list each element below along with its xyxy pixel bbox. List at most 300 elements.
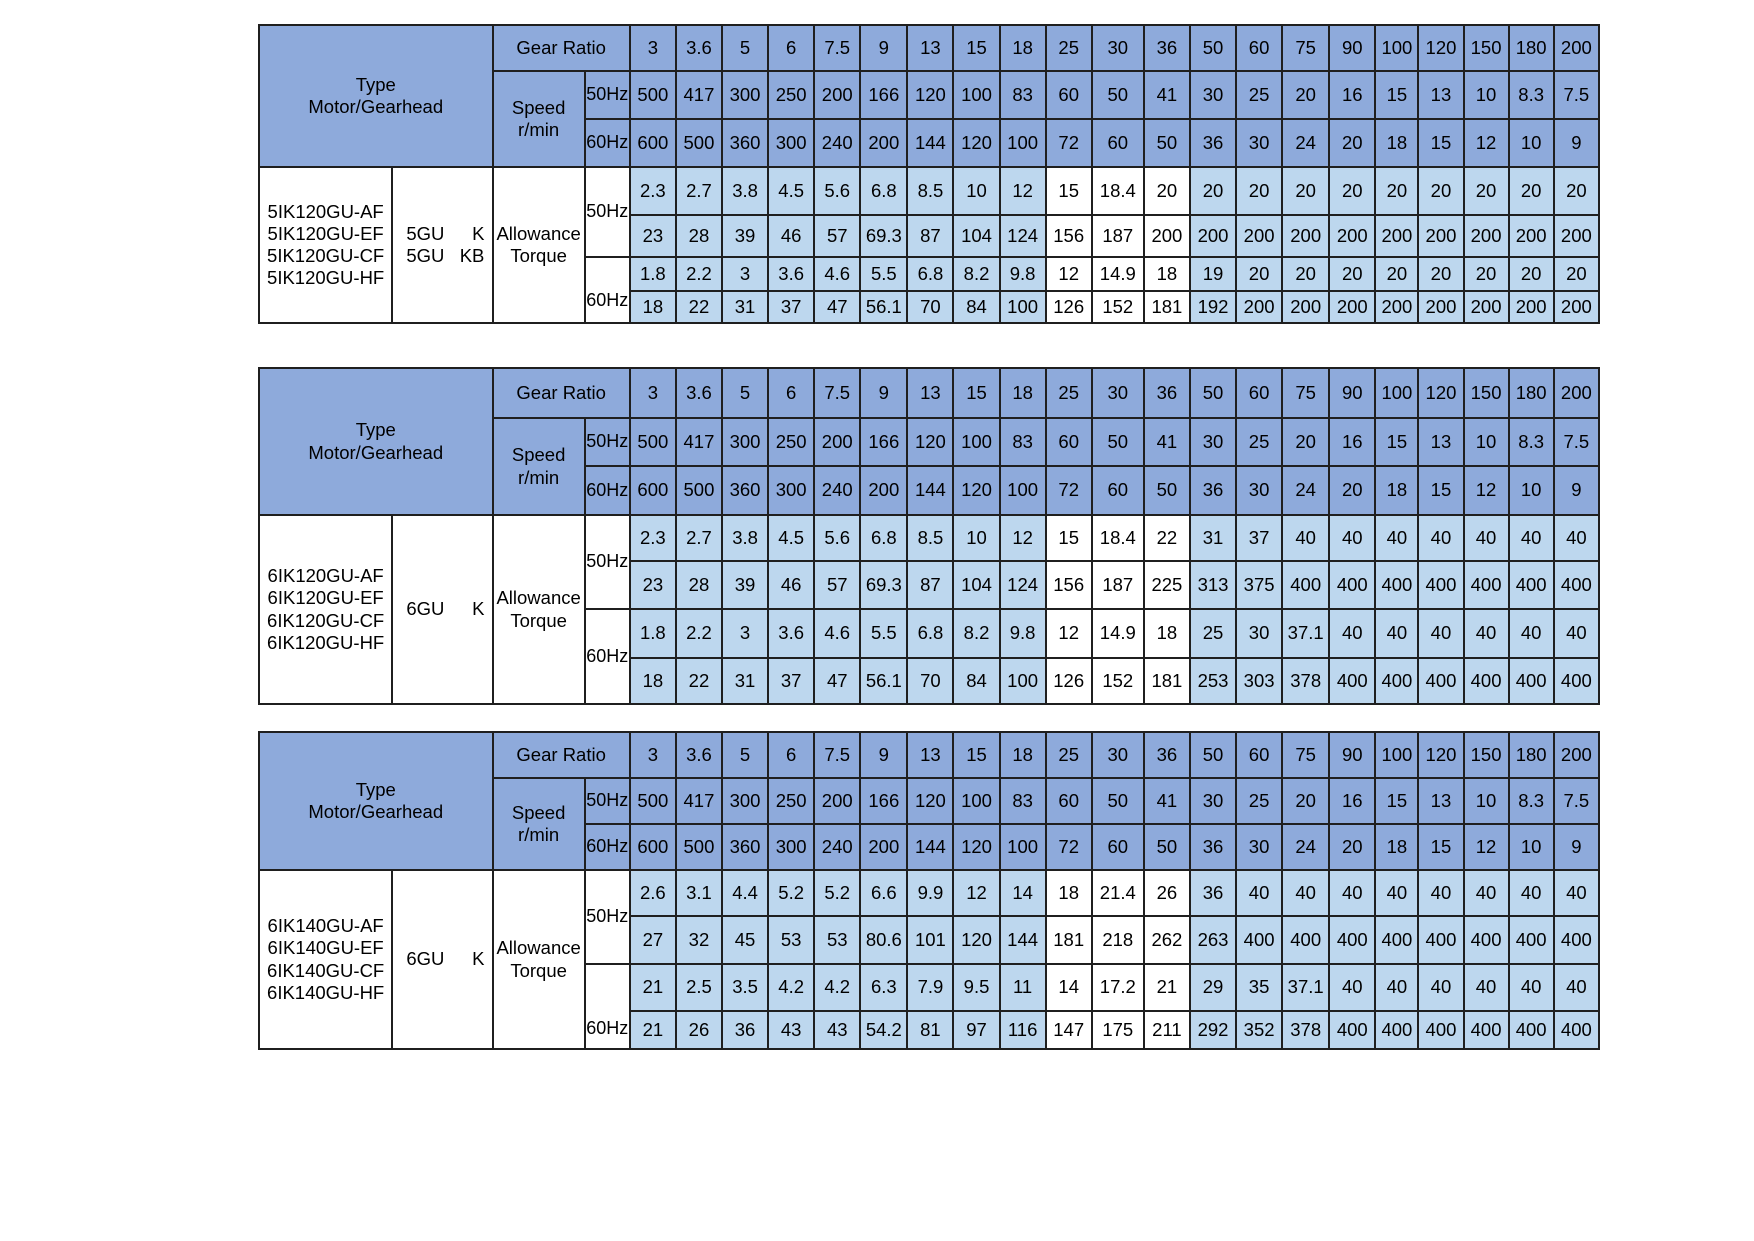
torque-value: 126	[1046, 291, 1092, 323]
torque-value: 200	[1236, 291, 1282, 323]
torque-value: 200	[1375, 291, 1418, 323]
speed-50hz-value: 7.5	[1554, 71, 1599, 119]
gear-ratio-value: 7.5	[814, 368, 860, 418]
gear-ratio-value: 6	[768, 732, 814, 778]
gear-ratio-label: Gear Ratio	[493, 368, 630, 418]
speed-50hz-value: 200	[814, 778, 860, 824]
torque-value: 192	[1190, 291, 1236, 323]
torque-value: 400	[1464, 916, 1509, 964]
torque-value: 200	[1509, 291, 1554, 323]
torque-value: 54.2	[860, 1011, 907, 1049]
speed-50hz-value: 500	[630, 71, 676, 119]
torque-value: 40	[1418, 964, 1463, 1011]
torque-value: 20	[1329, 257, 1375, 291]
speed-50hz-value: 250	[768, 418, 814, 466]
torque-value: 5.6	[814, 167, 860, 215]
torque-50hz-label: 50Hz	[585, 870, 630, 964]
speed-50hz-value: 10	[1464, 71, 1509, 119]
torque-value: 4.2	[814, 964, 860, 1011]
speed-50hz-value: 7.5	[1554, 418, 1599, 466]
torque-value: 6.8	[907, 257, 953, 291]
gear-ratio-row	[259, 368, 1599, 418]
speed-60hz-value: 120	[953, 119, 999, 167]
torque-value: 20	[1282, 257, 1329, 291]
torque-value: 37	[768, 291, 814, 323]
torque-value: 225	[1144, 561, 1190, 609]
torque-value: 100	[1000, 658, 1046, 704]
torque-value: 400	[1509, 561, 1554, 609]
torque-value: 17.2	[1092, 964, 1144, 1011]
torque-value: 18.4	[1092, 515, 1144, 561]
gear-ratio-value: 200	[1554, 368, 1599, 418]
speed-60hz-value: 12	[1464, 119, 1509, 167]
torque-value: 20	[1554, 257, 1599, 291]
torque-value: 152	[1092, 658, 1144, 704]
gear-ratio-value: 30	[1092, 368, 1144, 418]
gear-ratio-value: 15	[953, 368, 999, 418]
torque-value: 10	[953, 167, 999, 215]
speed-50hz-value: 250	[768, 778, 814, 824]
speed-50hz-value: 120	[907, 418, 953, 466]
speed-60hz-value: 240	[814, 824, 860, 870]
torque-value: 200	[1464, 215, 1509, 257]
speed-60hz-value: 120	[953, 466, 999, 515]
speed-50hz-value: 25	[1236, 418, 1282, 466]
speed-50hz-value: 8.3	[1509, 71, 1554, 119]
torque-value: 20	[1236, 167, 1282, 215]
torque-value: 218	[1092, 916, 1144, 964]
torque-value: 18	[630, 291, 676, 323]
torque-value: 2.3	[630, 515, 676, 561]
speed-60hz-value: 10	[1509, 119, 1554, 167]
torque-value: 45	[722, 916, 768, 964]
speed-50hz-value: 15	[1375, 71, 1418, 119]
torque-value: 84	[953, 291, 999, 323]
torque-value: 12	[953, 870, 999, 916]
speed-50hz-value: 166	[860, 778, 907, 824]
gear-ratio-value: 90	[1329, 25, 1375, 71]
torque-value: 14.9	[1092, 609, 1144, 658]
torque-value: 20	[1329, 167, 1375, 215]
torque-value: 263	[1190, 916, 1236, 964]
gearhead-cell: 6GU K	[392, 870, 492, 1049]
speed-60hz-value: 360	[722, 824, 768, 870]
speed-60hz-value: 500	[676, 119, 722, 167]
torque-value: 400	[1464, 561, 1509, 609]
speed-60hz-value: 20	[1329, 119, 1375, 167]
torque-50hz-row-1	[259, 870, 1599, 916]
gear-ratio-value: 50	[1190, 25, 1236, 71]
torque-value: 20	[1509, 167, 1554, 215]
torque-value: 2.6	[630, 870, 676, 916]
torque-value: 3.5	[722, 964, 768, 1011]
torque-value: 84	[953, 658, 999, 704]
gear-ratio-value: 5	[722, 368, 768, 418]
torque-value: 39	[722, 561, 768, 609]
torque-value: 400	[1554, 916, 1599, 964]
torque-value: 6.3	[860, 964, 907, 1011]
torque-value: 40	[1375, 964, 1418, 1011]
speed-60hz-value: 30	[1236, 824, 1282, 870]
gear-ratio-value: 120	[1418, 732, 1463, 778]
torque-value: 40	[1554, 964, 1599, 1011]
torque-value: 211	[1144, 1011, 1190, 1049]
torque-value: 181	[1046, 916, 1092, 964]
torque-50hz-row-1	[259, 515, 1599, 561]
torque-value: 47	[814, 658, 860, 704]
gear-ratio-value: 3	[630, 368, 676, 418]
torque-value: 37.1	[1282, 964, 1329, 1011]
speed-60hz-value: 36	[1190, 466, 1236, 515]
speed-60hz-value: 360	[722, 466, 768, 515]
gearhead-cell: 5GU K 5GU KB	[392, 167, 492, 323]
torque-value: 46	[768, 561, 814, 609]
speed-60hz-value: 600	[630, 466, 676, 515]
torque-value: 12	[1046, 609, 1092, 658]
torque-value: 39	[722, 215, 768, 257]
torque-value: 10	[953, 515, 999, 561]
speed-50hz-label: 50Hz	[585, 418, 630, 466]
torque-value: 200	[1144, 215, 1190, 257]
speed-60hz-value: 50	[1144, 824, 1190, 870]
speed-50hz-value: 100	[953, 418, 999, 466]
torque-value: 21	[630, 964, 676, 1011]
speed-60hz-value: 72	[1046, 824, 1092, 870]
gear-ratio-value: 150	[1464, 732, 1509, 778]
torque-value: 8.5	[907, 167, 953, 215]
torque-value: 100	[1000, 291, 1046, 323]
speed-50hz-value: 83	[1000, 71, 1046, 119]
torque-value: 2.7	[676, 515, 722, 561]
torque-value: 4.2	[768, 964, 814, 1011]
torque-value: 28	[676, 561, 722, 609]
gear-ratio-value: 3.6	[676, 25, 722, 71]
torque-value: 56.1	[860, 658, 907, 704]
torque-value: 313	[1190, 561, 1236, 609]
torque-value: 116	[1000, 1011, 1046, 1049]
torque-value: 21	[630, 1011, 676, 1049]
speed-50hz-value: 41	[1144, 418, 1190, 466]
torque-value: 3.6	[768, 609, 814, 658]
torque-value: 97	[953, 1011, 999, 1049]
gear-ratio-value: 60	[1236, 732, 1282, 778]
speed-60hz-value: 15	[1418, 119, 1463, 167]
gear-ratio-value: 13	[907, 368, 953, 418]
torque-value: 147	[1046, 1011, 1092, 1049]
gear-ratio-value: 100	[1375, 732, 1418, 778]
torque-value: 352	[1236, 1011, 1282, 1049]
torque-value: 3.8	[722, 515, 768, 561]
speed-50hz-value: 13	[1418, 418, 1463, 466]
torque-value: 37.1	[1282, 609, 1329, 658]
allowance-torque-label: Allowance Torque	[493, 167, 585, 323]
gear-ratio-value: 36	[1144, 732, 1190, 778]
torque-value: 400	[1329, 658, 1375, 704]
speed-50hz-value: 50	[1092, 71, 1144, 119]
gear-ratio-value: 13	[907, 25, 953, 71]
torque-value: 101	[907, 916, 953, 964]
torque-value: 14.9	[1092, 257, 1144, 291]
speed-60hz-value: 15	[1418, 466, 1463, 515]
gear-ratio-value: 18	[1000, 368, 1046, 418]
torque-value: 152	[1092, 291, 1144, 323]
gear-ratio-value: 18	[1000, 732, 1046, 778]
speed-50hz-value: 15	[1375, 778, 1418, 824]
torque-value: 40	[1236, 870, 1282, 916]
gear-ratio-value: 5	[722, 25, 768, 71]
speed-50hz-value: 166	[860, 71, 907, 119]
speed-50hz-value: 500	[630, 418, 676, 466]
torque-value: 53	[768, 916, 814, 964]
speed-50hz-value: 60	[1046, 778, 1092, 824]
torque-value: 22	[676, 291, 722, 323]
torque-value: 400	[1509, 658, 1554, 704]
speed-label: Speed r/min	[493, 418, 585, 515]
gear-ratio-value: 200	[1554, 732, 1599, 778]
torque-value: 40	[1464, 515, 1509, 561]
gear-ratio-value: 7.5	[814, 732, 860, 778]
torque-value: 200	[1236, 215, 1282, 257]
torque-value: 12	[1000, 515, 1046, 561]
speed-50hz-value: 300	[722, 778, 768, 824]
torque-value: 40	[1375, 870, 1418, 916]
type-header: Type Motor/Gearhead	[259, 732, 493, 870]
speed-50hz-value: 30	[1190, 418, 1236, 466]
torque-value: 8.2	[953, 257, 999, 291]
speed-60hz-value: 144	[907, 824, 953, 870]
type-header: Type Motor/Gearhead	[259, 25, 493, 167]
torque-value: 57	[814, 561, 860, 609]
speed-50hz-value: 20	[1282, 71, 1329, 119]
speed-60hz-value: 50	[1144, 466, 1190, 515]
gear-ratio-value: 25	[1046, 732, 1092, 778]
torque-value: 144	[1000, 916, 1046, 964]
torque-value: 22	[676, 658, 722, 704]
torque-60hz-label: 60Hz	[585, 964, 630, 1049]
torque-value: 126	[1046, 658, 1092, 704]
torque-value: 400	[1464, 1011, 1509, 1049]
torque-value: 20	[1282, 167, 1329, 215]
type-header: Type Motor/Gearhead	[259, 368, 493, 515]
torque-value: 18	[1144, 609, 1190, 658]
spec-table-6ik120	[258, 367, 1600, 705]
torque-value: 31	[1190, 515, 1236, 561]
allowance-torque-label: Allowance Torque	[493, 870, 585, 1049]
torque-value: 20	[1554, 167, 1599, 215]
torque-value: 32	[676, 916, 722, 964]
gear-ratio-value: 36	[1144, 25, 1190, 71]
torque-value: 20	[1144, 167, 1190, 215]
torque-value: 18.4	[1092, 167, 1144, 215]
torque-value: 69.3	[860, 215, 907, 257]
torque-value: 175	[1092, 1011, 1144, 1049]
torque-value: 400	[1282, 916, 1329, 964]
torque-value: 7.9	[907, 964, 953, 1011]
speed-50hz-value: 83	[1000, 778, 1046, 824]
gear-ratio-value: 5	[722, 732, 768, 778]
torque-value: 303	[1236, 658, 1282, 704]
speed-50hz-value: 60	[1046, 418, 1092, 466]
torque-value: 4.5	[768, 167, 814, 215]
speed-60hz-value: 60	[1092, 466, 1144, 515]
speed-50hz-value: 417	[676, 778, 722, 824]
torque-value: 27	[630, 916, 676, 964]
speed-50hz-value: 300	[722, 418, 768, 466]
speed-50hz-value: 13	[1418, 71, 1463, 119]
torque-value: 57	[814, 215, 860, 257]
torque-value: 14	[1000, 870, 1046, 916]
speed-60hz-value: 100	[1000, 119, 1046, 167]
torque-value: 6.8	[860, 515, 907, 561]
speed-60hz-value: 72	[1046, 466, 1092, 515]
torque-value: 12	[1046, 257, 1092, 291]
torque-value: 20	[1418, 257, 1463, 291]
speed-50hz-value: 417	[676, 418, 722, 466]
gear-ratio-value: 50	[1190, 732, 1236, 778]
torque-value: 6.6	[860, 870, 907, 916]
gear-ratio-value: 60	[1236, 368, 1282, 418]
gear-ratio-value: 6	[768, 368, 814, 418]
speed-60hz-value: 240	[814, 119, 860, 167]
torque-value: 5.6	[814, 515, 860, 561]
torque-value: 400	[1329, 561, 1375, 609]
torque-value: 43	[768, 1011, 814, 1049]
torque-value: 9.8	[1000, 257, 1046, 291]
torque-value: 40	[1554, 609, 1599, 658]
gear-ratio-value: 75	[1282, 25, 1329, 71]
torque-value: 200	[1554, 291, 1599, 323]
torque-value: 3.8	[722, 167, 768, 215]
speed-60hz-value: 12	[1464, 824, 1509, 870]
torque-value: 29	[1190, 964, 1236, 1011]
speed-60hz-value: 300	[768, 119, 814, 167]
torque-value: 200	[1375, 215, 1418, 257]
speed-50hz-value: 30	[1190, 71, 1236, 119]
speed-50hz-value: 15	[1375, 418, 1418, 466]
speed-50hz-value: 10	[1464, 418, 1509, 466]
torque-value: 23	[630, 561, 676, 609]
torque-value: 53	[814, 916, 860, 964]
speed-50hz-value: 25	[1236, 778, 1282, 824]
speed-50hz-value: 166	[860, 418, 907, 466]
torque-value: 1.8	[630, 257, 676, 291]
speed-50hz-value: 13	[1418, 778, 1463, 824]
speed-60hz-label: 60Hz	[585, 824, 630, 870]
torque-value: 40	[1329, 964, 1375, 1011]
torque-value: 40	[1282, 515, 1329, 561]
speed-60hz-value: 360	[722, 119, 768, 167]
torque-value: 11	[1000, 964, 1046, 1011]
torque-value: 40	[1554, 515, 1599, 561]
torque-value: 20	[1464, 257, 1509, 291]
gear-ratio-value: 100	[1375, 368, 1418, 418]
torque-value: 19	[1190, 257, 1236, 291]
speed-50hz-label: 50Hz	[585, 778, 630, 824]
torque-value: 47	[814, 291, 860, 323]
torque-value: 124	[1000, 215, 1046, 257]
torque-50hz-row-1	[259, 167, 1599, 215]
gear-ratio-value: 75	[1282, 732, 1329, 778]
gear-ratio-value: 180	[1509, 25, 1554, 71]
gear-ratio-value: 200	[1554, 25, 1599, 71]
gear-ratio-value: 3.6	[676, 732, 722, 778]
torque-value: 36	[1190, 870, 1236, 916]
model-list: 5IK120GU-AF 5IK120GU-EF 5IK120GU-CF 5IK120GU-HF	[259, 167, 392, 323]
torque-value: 20	[1464, 167, 1509, 215]
torque-value: 37	[1236, 515, 1282, 561]
speed-60hz-label: 60Hz	[585, 466, 630, 515]
torque-value: 400	[1375, 658, 1418, 704]
speed-60hz-value: 15	[1418, 824, 1463, 870]
speed-60hz-value: 300	[768, 466, 814, 515]
allowance-torque-label: Allowance Torque	[493, 515, 585, 704]
gear-ratio-value: 3	[630, 732, 676, 778]
gear-ratio-value: 90	[1329, 732, 1375, 778]
torque-value: 40	[1509, 870, 1554, 916]
speed-60hz-value: 100	[1000, 824, 1046, 870]
spec-table-5ik120	[258, 24, 1600, 324]
torque-value: 18	[1046, 870, 1092, 916]
torque-value: 181	[1144, 658, 1190, 704]
torque-value: 375	[1236, 561, 1282, 609]
torque-value: 4.6	[814, 257, 860, 291]
torque-value: 30	[1236, 609, 1282, 658]
gear-ratio-value: 15	[953, 25, 999, 71]
speed-50hz-value: 8.3	[1509, 418, 1554, 466]
torque-value: 25	[1190, 609, 1236, 658]
torque-value: 21.4	[1092, 870, 1144, 916]
gear-ratio-value: 25	[1046, 25, 1092, 71]
torque-value: 46	[768, 215, 814, 257]
speed-60hz-value: 200	[860, 466, 907, 515]
speed-60hz-value: 500	[676, 824, 722, 870]
speed-60hz-value: 24	[1282, 119, 1329, 167]
torque-value: 37	[768, 658, 814, 704]
gear-ratio-value: 100	[1375, 25, 1418, 71]
speed-50hz-label: 50Hz	[585, 71, 630, 119]
speed-50hz-value: 83	[1000, 418, 1046, 466]
torque-value: 20	[1418, 167, 1463, 215]
gear-ratio-value: 25	[1046, 368, 1092, 418]
torque-value: 200	[1554, 215, 1599, 257]
torque-value: 2.5	[676, 964, 722, 1011]
torque-value: 400	[1509, 1011, 1554, 1049]
gear-ratio-value: 120	[1418, 368, 1463, 418]
torque-value: 12	[1000, 167, 1046, 215]
torque-value: 81	[907, 1011, 953, 1049]
torque-value: 400	[1375, 561, 1418, 609]
torque-60hz-label: 60Hz	[585, 609, 630, 704]
torque-value: 69.3	[860, 561, 907, 609]
torque-value: 400	[1509, 916, 1554, 964]
torque-value: 40	[1329, 609, 1375, 658]
torque-value: 400	[1375, 916, 1418, 964]
speed-50hz-value: 500	[630, 778, 676, 824]
speed-60hz-value: 36	[1190, 824, 1236, 870]
torque-value: 200	[1509, 215, 1554, 257]
speed-50hz-value: 417	[676, 71, 722, 119]
torque-value: 200	[1329, 215, 1375, 257]
torque-value: 40	[1464, 964, 1509, 1011]
torque-value: 378	[1282, 1011, 1329, 1049]
gear-ratio-value: 60	[1236, 25, 1282, 71]
gear-ratio-value: 15	[953, 732, 999, 778]
gear-ratio-value: 9	[860, 732, 907, 778]
speed-60hz-value: 300	[768, 824, 814, 870]
speed-label: Speed r/min	[493, 71, 585, 167]
speed-60hz-value: 9	[1554, 466, 1599, 515]
speed-60hz-value: 30	[1236, 119, 1282, 167]
